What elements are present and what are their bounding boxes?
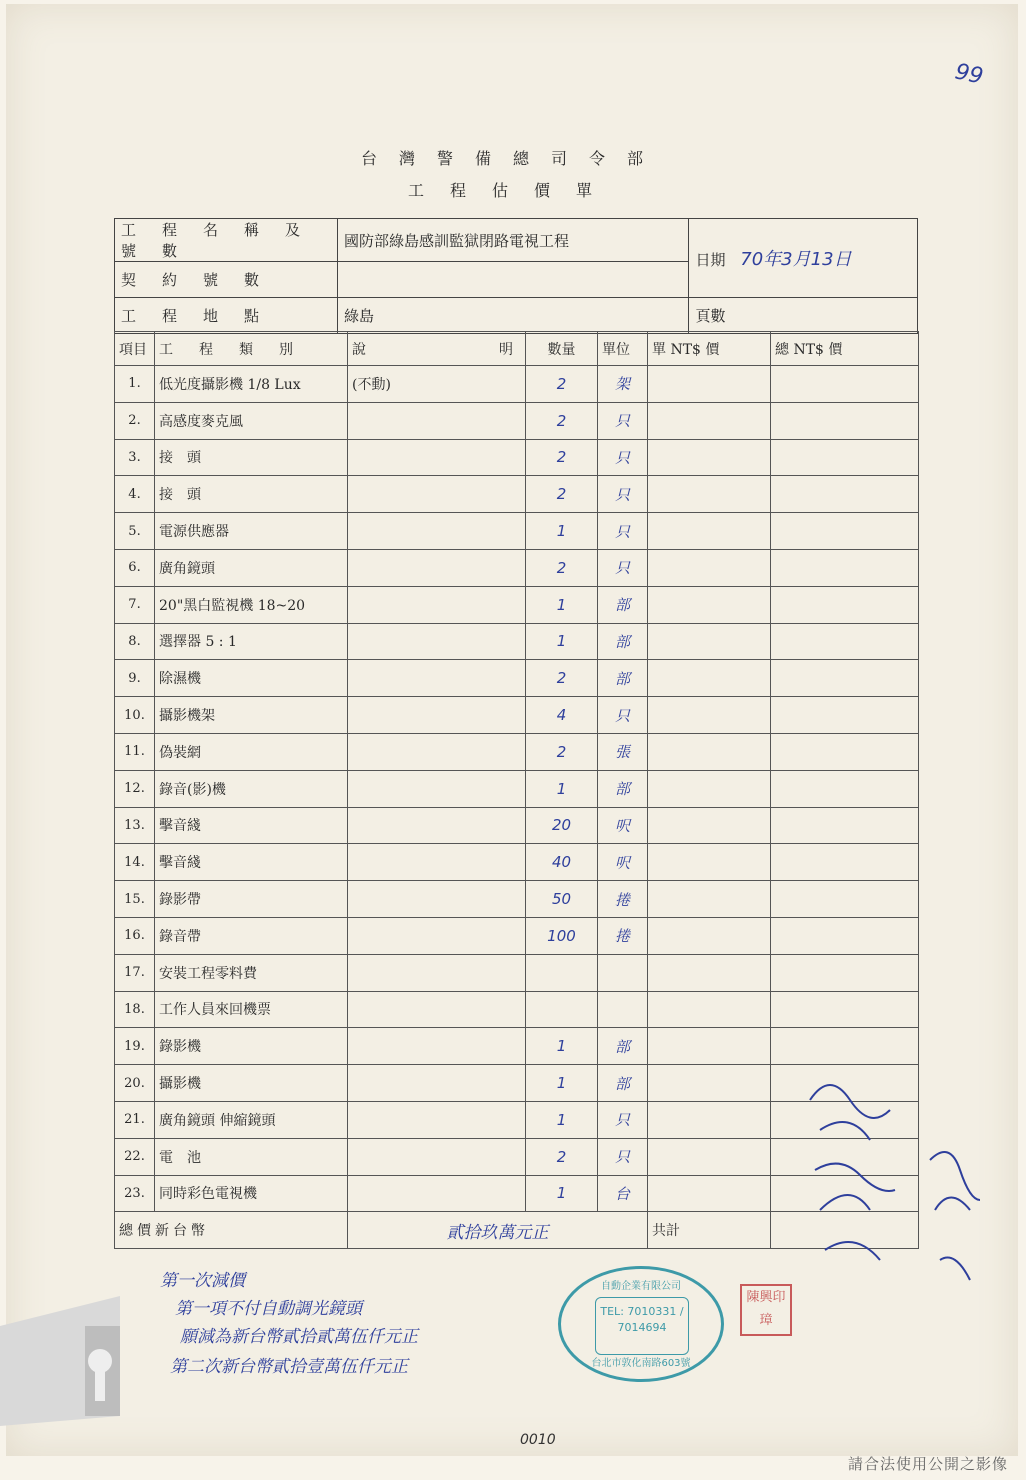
row-category: 廣角鏡頭 伸縮鏡頭 <box>155 1101 348 1138</box>
row-unit: 呎 <box>598 844 648 881</box>
row-no: 5. <box>115 513 155 550</box>
stamp-company: 自動企業有限公司 <box>601 1281 681 1292</box>
col-unit: 單位 <box>598 332 648 366</box>
row-unit-price <box>648 660 771 697</box>
row-total-price <box>771 513 919 550</box>
row-unit-price <box>648 366 771 403</box>
row-no: 23. <box>115 1175 155 1212</box>
row-unit-price <box>648 513 771 550</box>
row-unit: 只 <box>598 513 648 550</box>
row-qty: 4 <box>526 697 598 734</box>
row-no: 18. <box>115 991 155 1028</box>
row-total-price <box>771 623 919 660</box>
row-unit-price <box>648 954 771 991</box>
row-total-price <box>771 697 919 734</box>
row-desc <box>348 586 526 623</box>
row-desc <box>348 1028 526 1065</box>
page-number: 0010 <box>520 1432 556 1448</box>
row-no: 4. <box>115 476 155 513</box>
row-unit-price <box>648 402 771 439</box>
row-total-price <box>771 660 919 697</box>
col-item: 項目 <box>115 332 155 366</box>
row-category: 錄音(影)機 <box>155 770 348 807</box>
total-label: 總價新台幣 <box>115 1212 348 1249</box>
row-unit: 張 <box>598 733 648 770</box>
table-row <box>115 917 919 954</box>
table-row <box>115 954 919 991</box>
row-unit: 架 <box>598 366 648 403</box>
row-category: 攝影機架 <box>155 697 348 734</box>
table-row <box>115 697 919 734</box>
row-no: 22. <box>115 1138 155 1175</box>
row-desc <box>348 660 526 697</box>
table-row <box>115 770 919 807</box>
table-row <box>115 881 919 918</box>
row-total-price <box>771 991 919 1028</box>
row-unit: 只 <box>598 1101 648 1138</box>
row-unit-price <box>648 439 771 476</box>
row-unit-price <box>648 991 771 1028</box>
row-unit: 捲 <box>598 881 648 918</box>
row-qty: 2 <box>526 476 598 513</box>
note-line-1: 第一次減價 <box>160 1271 245 1291</box>
row-total-price <box>771 844 919 881</box>
row-desc <box>348 1101 526 1138</box>
row-desc <box>348 770 526 807</box>
form-title: 工程估價單 <box>407 181 618 200</box>
row-qty: 20 <box>526 807 598 844</box>
row-unit: 部 <box>598 1065 648 1102</box>
row-desc <box>348 881 526 918</box>
row-category: 高感度麥克風 <box>155 402 348 439</box>
corner-note: 99 <box>952 59 986 90</box>
row-desc <box>348 697 526 734</box>
row-category: 工作人員來回機票 <box>155 991 348 1028</box>
row-qty: 1 <box>526 770 598 807</box>
row-no: 15. <box>115 881 155 918</box>
table-row <box>115 439 919 476</box>
row-desc <box>348 1175 526 1212</box>
row-unit-price <box>648 844 771 881</box>
row-category: 20"黑白監視機 18~20 <box>155 586 348 623</box>
row-unit-price <box>648 917 771 954</box>
row-no: 7. <box>115 586 155 623</box>
row-desc <box>348 1065 526 1102</box>
row-unit <box>598 954 648 991</box>
row-unit-price <box>648 476 771 513</box>
row-category: 偽裝網 <box>155 733 348 770</box>
row-desc <box>348 402 526 439</box>
row-no: 9. <box>115 660 155 697</box>
row-unit <box>598 991 648 1028</box>
table-row <box>115 476 919 513</box>
row-category: 攝影機 <box>155 1065 348 1102</box>
company-stamp <box>558 1266 724 1382</box>
row-unit: 部 <box>598 1028 648 1065</box>
row-qty: 1 <box>526 1175 598 1212</box>
row-desc <box>348 623 526 660</box>
row-category: 擊音綫 <box>155 844 348 881</box>
contract-label: 契約號數 <box>115 262 338 298</box>
row-unit-price <box>648 1138 771 1175</box>
table-row <box>115 366 919 403</box>
date-label: 日期 <box>695 251 726 269</box>
row-category: 錄影機 <box>155 1028 348 1065</box>
row-no: 1. <box>115 366 155 403</box>
table-row <box>115 549 919 586</box>
site-label: 工程地點 <box>115 298 338 334</box>
table-row <box>115 991 919 1028</box>
row-unit: 部 <box>598 770 648 807</box>
table-row <box>115 1101 919 1138</box>
row-desc <box>348 954 526 991</box>
row-desc <box>348 991 526 1028</box>
row-qty: 40 <box>526 844 598 881</box>
row-category: 電源供應器 <box>155 513 348 550</box>
total-amount: 貳拾玖萬元正 <box>348 1212 648 1249</box>
row-qty: 1 <box>526 623 598 660</box>
row-total-price <box>771 366 919 403</box>
row-desc <box>348 917 526 954</box>
row-no: 20. <box>115 1065 155 1102</box>
row-total-price <box>771 586 919 623</box>
total-row <box>115 1212 919 1249</box>
stamp-tel: TEL: 7010331 / 7014694 <box>595 1297 689 1355</box>
row-no: 13. <box>115 807 155 844</box>
pages-label: 頁數 <box>695 307 726 325</box>
row-qty: 1 <box>526 1101 598 1138</box>
table-row <box>115 660 919 697</box>
row-unit: 部 <box>598 586 648 623</box>
row-category: 選擇器 5 : 1 <box>155 623 348 660</box>
table-row <box>115 623 919 660</box>
row-total-price <box>771 807 919 844</box>
row-unit-price <box>648 1028 771 1065</box>
row-unit: 部 <box>598 660 648 697</box>
row-qty: 2 <box>526 366 598 403</box>
project-value: 國防部綠島感訓監獄閉路電視工程 <box>337 219 689 262</box>
row-desc <box>348 513 526 550</box>
row-desc <box>348 549 526 586</box>
row-category: 同時彩色電視機 <box>155 1175 348 1212</box>
items-table <box>114 331 919 1249</box>
row-unit-price <box>648 881 771 918</box>
row-qty: 2 <box>526 549 598 586</box>
row-unit-price <box>648 549 771 586</box>
row-no: 2. <box>115 402 155 439</box>
row-total-price <box>771 476 919 513</box>
row-qty <box>526 991 598 1028</box>
table-row <box>115 513 919 550</box>
row-unit: 捲 <box>598 917 648 954</box>
col-qty: 數量 <box>526 332 598 366</box>
row-category: 廣角鏡頭 <box>155 549 348 586</box>
row-qty <box>526 954 598 991</box>
row-category: 錄影帶 <box>155 881 348 918</box>
row-desc <box>348 733 526 770</box>
row-desc <box>348 844 526 881</box>
row-no: 8. <box>115 623 155 660</box>
table-row <box>115 586 919 623</box>
personal-seal: 陳興印璋 <box>740 1284 792 1336</box>
col-unit-price: 單 NT$ 價 <box>648 332 771 366</box>
table-row <box>115 1028 919 1065</box>
row-no: 12. <box>115 770 155 807</box>
row-no: 6. <box>115 549 155 586</box>
row-total-price <box>771 733 919 770</box>
note-line-2: 第一項不付自動調光鏡頭 <box>175 1299 362 1319</box>
col-total-price: 總 NT$ 價 <box>771 332 919 366</box>
footer-notice: 請合法使用公開之影像 <box>847 1455 1008 1473</box>
table-row <box>115 1065 919 1102</box>
row-no: 11. <box>115 733 155 770</box>
row-qty: 2 <box>526 439 598 476</box>
note-line-3: 願減為新台幣貳拾貳萬伍仟元正 <box>180 1327 418 1347</box>
project-label: 工程名稱及號數 <box>115 219 338 262</box>
row-qty: 2 <box>526 660 598 697</box>
row-unit: 呎 <box>598 807 648 844</box>
row-category: 安裝工程零料費 <box>155 954 348 991</box>
col-desc: 說 明 <box>348 332 526 366</box>
row-unit-price <box>648 770 771 807</box>
row-unit-price <box>648 697 771 734</box>
row-total-price <box>771 549 919 586</box>
row-category: 擊音綫 <box>155 807 348 844</box>
row-total-price <box>771 954 919 991</box>
table-row <box>115 1175 919 1212</box>
row-desc: (不動) <box>348 366 526 403</box>
row-no: 17. <box>115 954 155 991</box>
site-value: 綠島 <box>337 298 689 334</box>
row-unit: 台 <box>598 1175 648 1212</box>
row-category: 低光度攝影機 1/8 Lux <box>155 366 348 403</box>
stamp-address: 台北市敦化南路603號 <box>591 1358 691 1369</box>
row-unit-price <box>648 586 771 623</box>
signature-scribbles <box>800 1060 1000 1310</box>
row-unit-price <box>648 1101 771 1138</box>
row-no: 21. <box>115 1101 155 1138</box>
row-total-price <box>771 770 919 807</box>
agency-title: 台灣警備總司令部 <box>360 149 665 168</box>
project-info-table <box>114 218 918 334</box>
row-qty: 2 <box>526 733 598 770</box>
table-row <box>115 1138 919 1175</box>
row-unit-price <box>648 1175 771 1212</box>
row-qty: 1 <box>526 1028 598 1065</box>
row-category: 除濕機 <box>155 660 348 697</box>
pages-cell <box>689 298 918 334</box>
row-desc <box>348 476 526 513</box>
row-category: 接 頭 <box>155 476 348 513</box>
row-no: 14. <box>115 844 155 881</box>
row-unit: 部 <box>598 623 648 660</box>
row-qty: 2 <box>526 402 598 439</box>
row-no: 16. <box>115 917 155 954</box>
row-desc <box>348 1138 526 1175</box>
row-total-price <box>771 439 919 476</box>
row-unit: 只 <box>598 1138 648 1175</box>
row-total-price <box>771 917 919 954</box>
row-total-price <box>771 402 919 439</box>
table-row <box>115 402 919 439</box>
row-qty: 1 <box>526 586 598 623</box>
row-category: 電 池 <box>155 1138 348 1175</box>
table-row <box>115 733 919 770</box>
row-unit-price <box>648 1065 771 1102</box>
row-category: 接 頭 <box>155 439 348 476</box>
row-no: 3. <box>115 439 155 476</box>
contract-value <box>337 262 689 298</box>
row-no: 19. <box>115 1028 155 1065</box>
row-no: 10. <box>115 697 155 734</box>
row-qty: 2 <box>526 1138 598 1175</box>
table-header-row <box>115 332 919 366</box>
row-unit: 只 <box>598 402 648 439</box>
row-desc <box>348 807 526 844</box>
row-qty: 100 <box>526 917 598 954</box>
row-qty: 50 <box>526 881 598 918</box>
table-row <box>115 844 919 881</box>
row-qty: 1 <box>526 513 598 550</box>
row-unit-price <box>648 807 771 844</box>
row-category: 錄音帶 <box>155 917 348 954</box>
date-cell <box>689 219 918 298</box>
row-unit: 只 <box>598 697 648 734</box>
row-unit-price <box>648 733 771 770</box>
row-qty: 1 <box>526 1065 598 1102</box>
note-line-4: 第二次新台幣貳拾壹萬伍仟元正 <box>170 1357 408 1377</box>
row-unit: 只 <box>598 476 648 513</box>
table-row <box>115 807 919 844</box>
col-category: 工程類別 <box>155 332 348 366</box>
row-total-price <box>771 881 919 918</box>
row-desc <box>348 439 526 476</box>
row-unit: 只 <box>598 439 648 476</box>
sum-label: 共計 <box>648 1212 771 1249</box>
row-unit-price <box>648 623 771 660</box>
archive-watermark-icon <box>0 1286 140 1426</box>
row-unit: 只 <box>598 549 648 586</box>
date-value: 70年3月13日 <box>740 249 852 270</box>
